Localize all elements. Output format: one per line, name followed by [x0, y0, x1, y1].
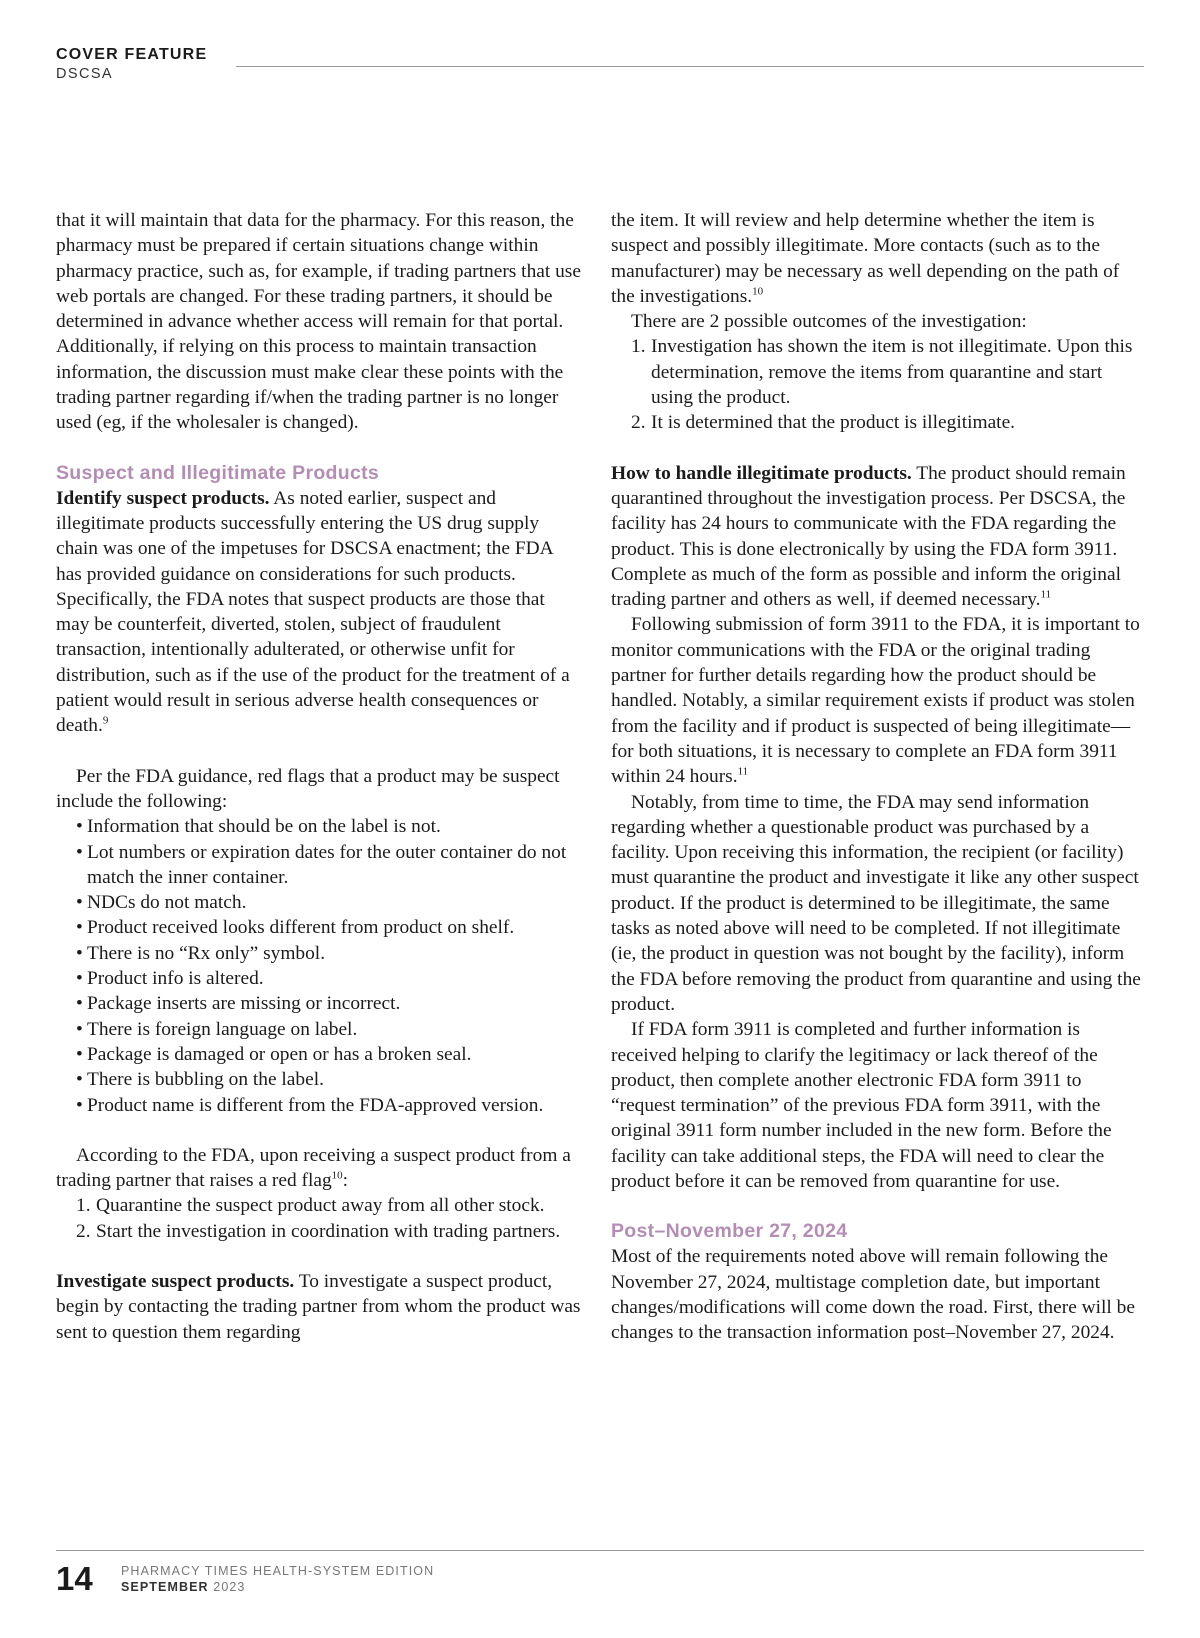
publication-info [121, 1563, 434, 1595]
reference: 11 [737, 765, 749, 778]
page-number: 14 [56, 1560, 93, 1597]
header-section: DSCSA [56, 66, 113, 82]
paragraph: How to handle illegitimate products. The product should remain quarantined throughout the investigation process. Per DSCSA, the facility has 24 hours to communicate with the FDA regarding the product. This is done electronically by using the FDA form 3911. Complete as much of the form as possible and inform the original trading partner and others as well, if deemed necessary.$^{11}$ [611, 462, 1126, 611]
paragraph: Identify suspect products. As noted earlier, suspect and illegitimate products successfully entering the US drug supply chain was one of the impetuses for DSCSA enactment; the FDA has provided guidance on considerations for such products. Specifically, the FDA notes that suspect products are those that may be counterfeit, diverted, stolen, subject of fraudulent transaction, intentionally adulterated, or otherwise unfit for distribution, such as if the use of the product for the treatment of a patient would result in serious adverse health consequences or death.$^9$ [56, 487, 570, 737]
header-kicker: COVER FEATURE [56, 46, 208, 63]
run-in-heading: How to handle illegitimate products. [611, 462, 912, 484]
paragraph: According to the FDA, upon receiving a suspect product from a trading partner that raises a red flag$^{10}$: [56, 1144, 571, 1192]
paragraph: Notably, from time to time, the FDA may send information regarding whether a questionable product was purchased by a facility. Upon receiving this information, the recipient (or facility) must quarantine the product and investigate it like any other suspect product. If the product is determined to be illegitimate, the same tasks as noted above will need to be completed. If not illegitimate (ie, the product in question was not bought by the facility), inform the FDA before removing the product from quarantine and using the product. [611, 791, 1141, 1015]
list-item: 2. Start the investigation in coordination with trading partners. [76, 1220, 561, 1242]
list-item: • Package inserts are missing or incorrect. [56, 991, 581, 1016]
paragraph: that it will maintain that data for the pharmacy. For this reason, the pharmacy must be prepared if certain situations change within pharmacy practice, such as, for example, if trading partners that use web portals are changed. For these trading partners, it should be determined in advance whether access will remain for that portal. Additionally, if relying on this process to maintain transaction information, the discussion must make clear these points with the trading partner regarding if/when the trading partner is no longer used (eg, if the wholesaler is changed). [56, 210, 581, 434]
reference: 10 [331, 1169, 343, 1182]
paragraph: the item. It will review and help determine whether the item is suspect and possibly illegitimate. More contacts (such as to the manufacturer) may be necessary as well depending on the path of the investigations.$^{10}$ [611, 210, 1120, 307]
red-flags-list [56, 814, 581, 1118]
reference: 10 [752, 285, 764, 298]
list-item: • Information that should be on the label is not. [56, 814, 581, 839]
subhead-post-november: Post–November 27, 2024 [611, 1220, 848, 1243]
list-item: • There is foreign language on label. [56, 1017, 581, 1042]
paragraph: Investigate suspect products. To investigate a suspect product, begin by contacting the trading partner from whom the product was sent to question them regarding [56, 1270, 581, 1343]
run-in-heading: Identify suspect products. [56, 487, 270, 509]
list-item: • NDCs do not match. [56, 890, 581, 915]
list-item: • Package is damaged or open or has a broken seal. [56, 1042, 581, 1067]
outcomes-list [611, 334, 1145, 435]
paragraph: If FDA form 3911 is completed and further information is received helping to clarify the legitimacy or lack thereof of the product, then complete another electronic FDA form 3911 to “request termination” of the previous FDA form 3911, with the original 3911 form number included in the new form. Before the facility can take additional steps, the FDA will need to clear the product before it can be removed from quarantine for use. [611, 1019, 1112, 1192]
issue-date: SEPTEMBER 2023 [121, 1580, 246, 1594]
subhead-suspect-illegitimate: Suspect and Illegitimate Products [56, 461, 380, 484]
paragraph: Following submission of form 3911 to the FDA, it is important to monitor communications with the FDA or the original trading partner for further details regarding how the product should be handled. Notably, a similar requirement exists if product was stolen from the facility and if product is suspected of being illegitimate—for both situations, it is necessary to complete an FDA form 3911 within 24 hours.$^{11}$ [611, 614, 1140, 788]
list-item: 2. It is determined that the product is illegitimate. [631, 412, 1016, 434]
list-item: 1. Quarantine the suspect product away from all other stock. [76, 1195, 545, 1217]
reference: 11 [1040, 588, 1052, 601]
publication-name: PHARMACY TIMES HEALTH-SYSTEM EDITION [121, 1564, 435, 1578]
footer-rule [56, 1550, 1144, 1551]
list-item: • Product name is different from the FDA-approved version. [56, 1093, 581, 1118]
list-item: • Product received looks different from product on shelf. [56, 915, 581, 940]
list-item: • Lot numbers or expiration dates for the outer container do not match the inner container. [56, 840, 581, 891]
paragraph: Per the FDA guidance, red flags that a product may be suspect include the following: [56, 765, 560, 812]
paragraph: Most of the requirements noted above will remain following the November 27, 2024, multistage completion date, but important changes/modifications will come down the road. First, there will be changes to the transaction information post–November 27, 2024. [611, 1246, 1135, 1344]
list-item: • There is no “Rx only” symbol. [56, 941, 581, 966]
list-item: • Product info is altered. [56, 966, 581, 991]
list-item: • There is bubbling on the label. [56, 1067, 581, 1092]
list-item: 1. Investigation has shown the item is not illegitimate. Upon this determination, remove the items from quarantine and start using the product. [631, 336, 1133, 409]
right-column [611, 208, 1145, 1345]
reference: 9 [102, 714, 109, 727]
running-header [56, 46, 207, 82]
header-rule [236, 66, 1144, 67]
steps-list [56, 1193, 581, 1244]
paragraph: There are 2 possible outcomes of the investigation: [631, 311, 1027, 333]
left-column [56, 208, 581, 1345]
run-in-heading: Investigate suspect products. [56, 1270, 295, 1292]
